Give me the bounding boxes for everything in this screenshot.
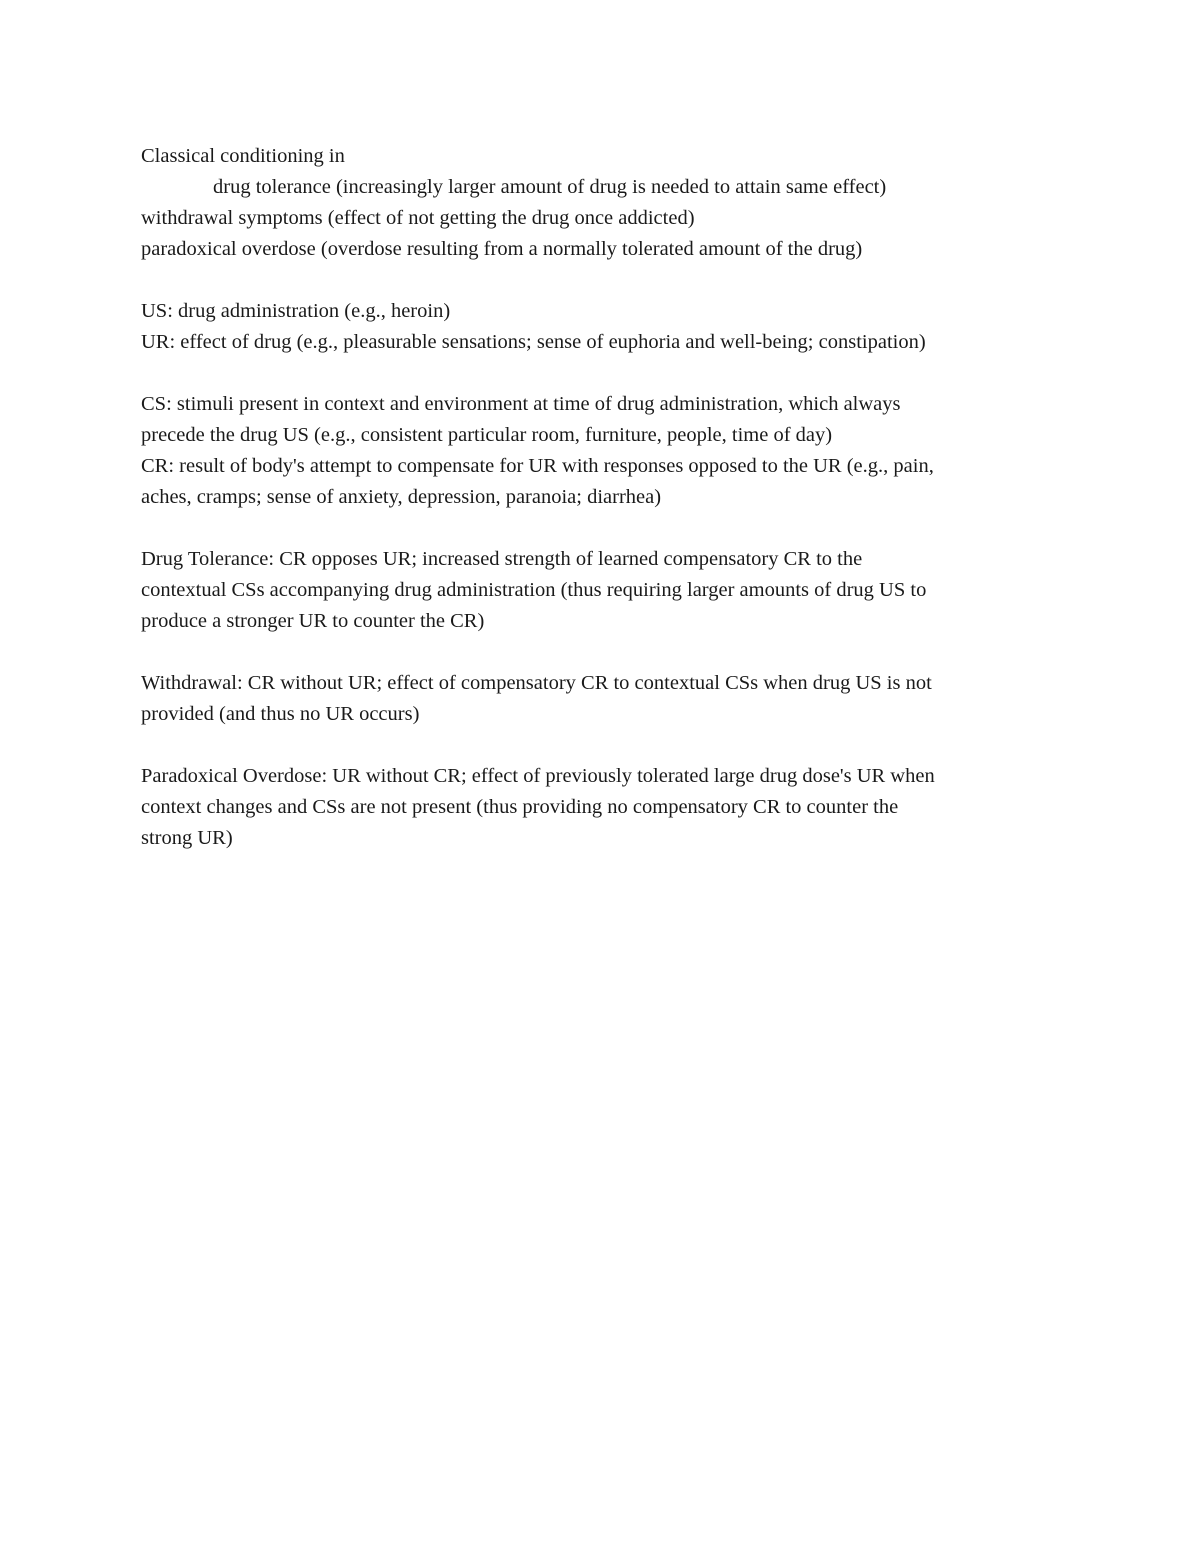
drug-tolerance-line-3: produce a stronger UR to counter the CR) — [141, 610, 485, 632]
cs-definition-line-1: CS: stimuli present in context and environment at time of drug administration, which always — [141, 393, 901, 415]
drug-tolerance-section — [141, 544, 1071, 637]
intro-item-drug-tolerance: drug tolerance (increasingly larger amount of drug is needed to attain same effect) — [213, 176, 887, 198]
cr-definition-line-1: CR: result of body's attempt to compensate for UR with responses opposed to the UR (e.g., pain, — [141, 455, 934, 477]
ur-definition: UR: effect of drug (e.g., pleasurable sensations; sense of euphoria and well-being; constipation) — [141, 331, 926, 353]
unconditioned-section — [141, 296, 1071, 358]
intro-item-paradoxical-overdose: paradoxical overdose (overdose resulting from a normally tolerated amount of the drug) — [141, 238, 863, 260]
withdrawal-line-2: provided (and thus no UR occurs) — [141, 703, 420, 725]
intro-heading: Classical conditioning in — [141, 145, 345, 167]
conditioned-section — [141, 389, 1071, 513]
intro-section — [141, 141, 1071, 265]
paragraph-spacer — [141, 265, 1071, 296]
paragraph-spacer — [141, 730, 1071, 761]
withdrawal-section — [141, 668, 1071, 730]
paradoxical-overdose-section — [141, 761, 1071, 854]
paragraph-spacer — [141, 513, 1071, 544]
paragraph-spacer — [141, 637, 1071, 668]
us-definition: US: drug administration (e.g., heroin) — [141, 300, 451, 322]
paradoxical-overdose-line-1: Paradoxical Overdose: UR without CR; effect of previously tolerated large drug dose's UR when — [141, 765, 935, 787]
paragraph-spacer — [141, 358, 1071, 389]
drug-tolerance-line-2: contextual CSs accompanying drug administration (thus requiring larger amounts of drug US to — [141, 579, 927, 601]
cr-definition-line-2: aches, cramps; sense of anxiety, depression, paranoia; diarrhea) — [141, 486, 662, 508]
withdrawal-line-1: Withdrawal: CR without UR; effect of compensatory CR to contextual CSs when drug US is not — [141, 672, 932, 694]
paradoxical-overdose-line-2: context changes and CSs are not present (thus providing no compensatory CR to counter the — [141, 796, 899, 818]
cs-definition-line-2: precede the drug US (e.g., consistent particular room, furniture, people, time of day) — [141, 424, 833, 446]
document-body — [141, 141, 1071, 854]
drug-tolerance-line-1: Drug Tolerance: CR opposes UR; increased strength of learned compensatory CR to the — [141, 548, 863, 570]
intro-item-withdrawal: withdrawal symptoms (effect of not getting the drug once addicted) — [141, 207, 695, 229]
paradoxical-overdose-line-3: strong UR) — [141, 827, 233, 849]
